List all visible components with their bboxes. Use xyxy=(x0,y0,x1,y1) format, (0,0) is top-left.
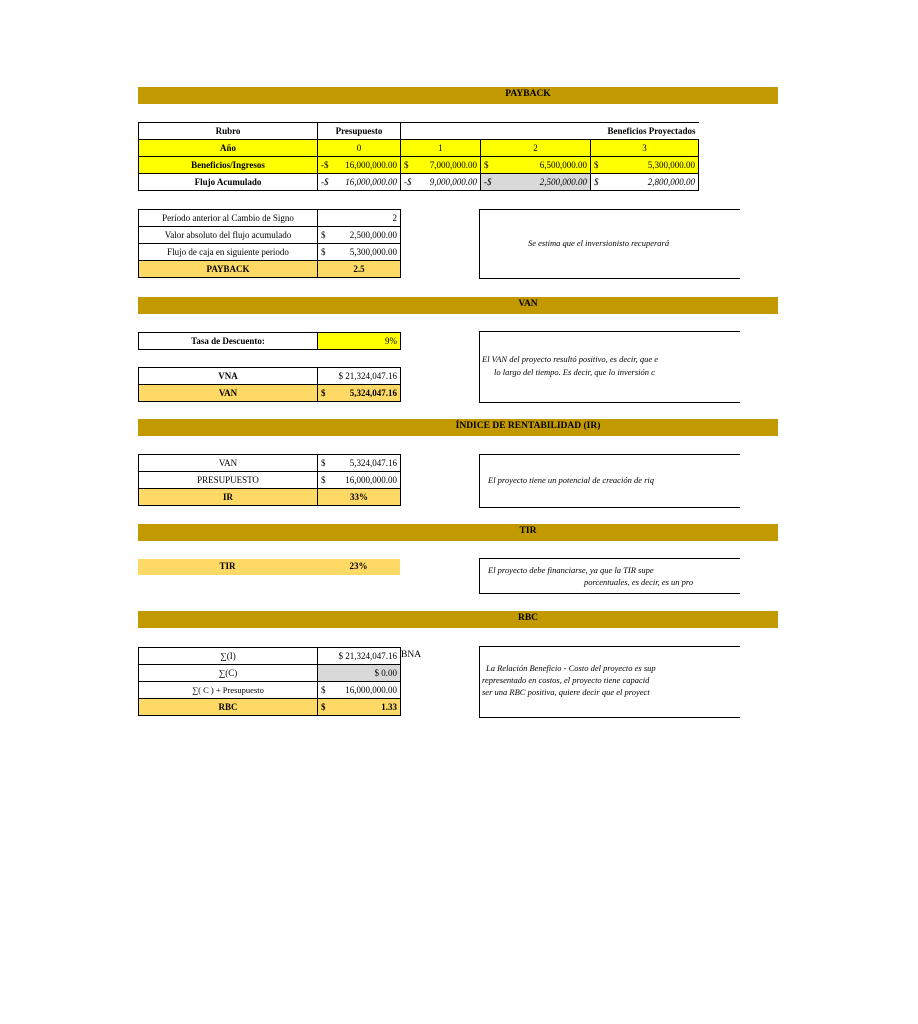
income-cell: $ 7,000,000.00 xyxy=(401,157,481,174)
calc-label: Valor absoluto del flujo acumulado xyxy=(139,227,318,244)
income-cell: -$ 16,000,000.00 xyxy=(318,157,401,174)
van-note-line: lo largo del tiempo. Es decir, que lo inversión c xyxy=(494,367,655,377)
van-value: $ 5,324,047.16 xyxy=(318,385,401,402)
vna-label: VNA xyxy=(139,368,318,385)
year-cell: 3 xyxy=(591,140,699,157)
rbc-band xyxy=(138,611,778,628)
tir-value: 23% xyxy=(349,561,368,571)
payback-table xyxy=(138,122,699,191)
rbc-note-line: representado en costos, el proyecto tiene capacid xyxy=(482,675,650,685)
van-title: VAN xyxy=(518,299,538,309)
header-presupuesto: Presupuesto xyxy=(318,123,401,140)
year-cell: 2 xyxy=(481,140,591,157)
tir-row xyxy=(138,559,400,575)
flow-cell: -$ 16,000,000.00 xyxy=(318,174,401,191)
income-cell: $ 5,300,000.00 xyxy=(591,157,699,174)
payback-note-text: Se estima que el inversionisto recuperará xyxy=(528,238,670,248)
tir-title: TIR xyxy=(519,526,537,536)
rbc-title: RBC xyxy=(517,613,539,623)
rbc-result-label: RBC xyxy=(139,699,318,716)
year-cell: 1 xyxy=(401,140,481,157)
ir-table xyxy=(138,454,401,506)
calc-label: Flujo de caja en siguiente periodo xyxy=(139,244,318,261)
band-edge xyxy=(684,419,768,436)
rbc-note-line: La Relación Beneficio - Costo del proyecto es sup xyxy=(486,663,656,673)
payback-note-box xyxy=(479,209,740,279)
payback-result-label: PAYBACK xyxy=(139,261,318,278)
ir-band xyxy=(138,419,778,436)
ir-note-box xyxy=(479,454,740,508)
sum-c-value: $ 0.00 xyxy=(318,665,401,682)
van-label: VAN xyxy=(139,385,318,402)
van-note-line: El VAN del proyecto resultó positivo, es decir, que e xyxy=(482,354,659,364)
flow-label: Flujo Acumulado xyxy=(139,174,318,191)
bna-label: BNA xyxy=(401,650,422,660)
rbc-note-line: ser una RBC positiva, quiere decir que el proyect xyxy=(482,687,650,697)
calc-value: $ 5,300,000.00 xyxy=(318,244,401,261)
rate-label: Tasa de Descuento: xyxy=(139,333,318,350)
header-beneficios: Beneficios Proyectados xyxy=(401,123,699,140)
band-edge xyxy=(684,524,768,541)
year-label: Año xyxy=(139,140,318,157)
vna-value: $ 21,324,047.16 xyxy=(318,368,401,385)
sum-c-pres-label: ∑( C ) + Presupuesto xyxy=(139,682,318,699)
ir-row-value: $ 16,000,000.00 xyxy=(318,472,401,489)
ir-result-value: 33% xyxy=(318,489,401,506)
calc-value: $ 2,500,000.00 xyxy=(318,227,401,244)
van-note-box xyxy=(479,331,740,403)
calc-label: Período anterior al Cambio de Signo xyxy=(139,210,318,227)
calc-value: 2 xyxy=(318,210,401,227)
van-table xyxy=(138,367,401,402)
band-edge xyxy=(684,611,768,628)
rbc-note-box xyxy=(479,646,740,718)
sum-i-value: $ 21,324,047.16 xyxy=(318,648,401,665)
rate-value: 9% xyxy=(318,333,401,350)
ir-title: ÍNDICE DE RENTABILIDAD (IR) xyxy=(455,421,601,431)
header-rubro: Rubro xyxy=(139,123,318,140)
rbc-table xyxy=(138,647,401,716)
income-label: Beneficios/Ingresos xyxy=(139,157,318,174)
tir-note-line: porcentuales, es decir, es un pro xyxy=(584,577,694,587)
income-cell: $ 6,500,000.00 xyxy=(481,157,591,174)
flow-cell-highlight: -$ 2,500,000.00 xyxy=(481,174,591,191)
flow-cell: $ 2,800,000.00 xyxy=(591,174,699,191)
ir-note-text: El proyecto tiene un potencial de creación de riq xyxy=(488,475,655,485)
ir-result-label: IR xyxy=(139,489,318,506)
sum-i-label: ∑(I) xyxy=(139,648,318,665)
ir-row-value: $ 5,324,047.16 xyxy=(318,455,401,472)
van-rate-table xyxy=(138,332,401,350)
tir-label: TIR xyxy=(219,561,236,571)
tir-note-line: El proyecto debe financiarse, ya que la TIR supe xyxy=(488,565,654,575)
van-band xyxy=(138,297,778,314)
payback-band xyxy=(138,87,778,104)
payback-result-value: 2.5 xyxy=(318,261,401,278)
payback-calc-table xyxy=(138,209,401,278)
rbc-result-value: $ 1.33 xyxy=(318,699,401,716)
ir-row-label: VAN xyxy=(139,455,318,472)
sum-c-label: ∑(C) xyxy=(139,665,318,682)
band-edge xyxy=(684,297,768,314)
tir-note-box xyxy=(479,558,740,594)
tir-band xyxy=(138,524,778,541)
flow-cell: -$ 9,000,000.00 xyxy=(401,174,481,191)
band-edge xyxy=(684,87,768,104)
payback-title: PAYBACK xyxy=(505,89,551,99)
year-cell: 0 xyxy=(318,140,401,157)
sum-c-pres-value: $ 16,000,000.00 xyxy=(318,682,401,699)
ir-row-label: PRESUPUESTO xyxy=(139,472,318,489)
